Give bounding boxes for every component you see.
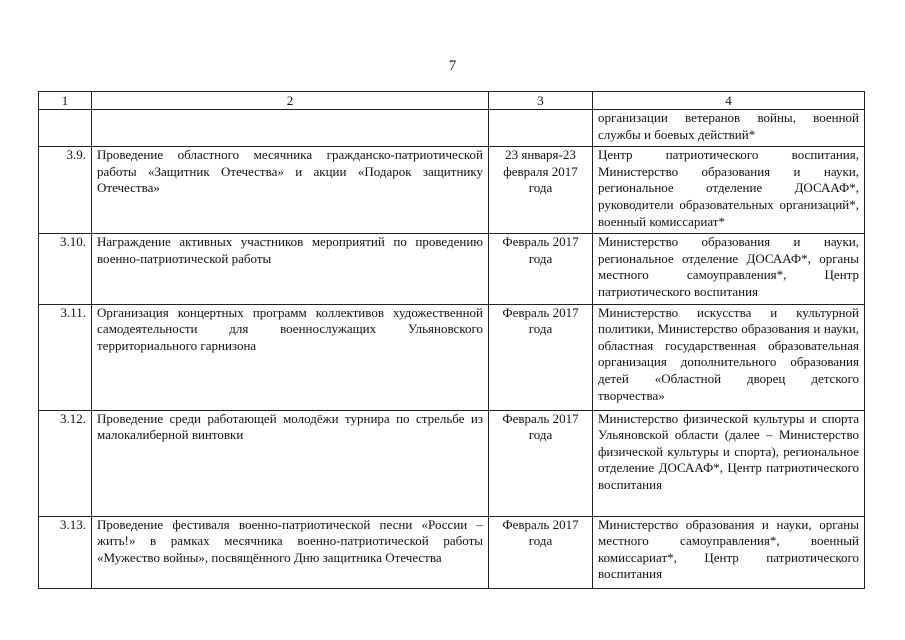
cell-num: 3.9.: [39, 147, 92, 234]
cell-date: Февраль 2017 года: [489, 304, 593, 410]
page-number: 7: [448, 58, 457, 74]
cell-date: [489, 110, 593, 147]
column-header-1: 1: [39, 92, 92, 110]
table-row: [39, 147, 865, 234]
cell-event: Награждение активных участников мероприятий по проведению военно-патриотической работы: [92, 234, 489, 304]
header-row: [39, 92, 865, 110]
column-header-4: 4: [593, 92, 865, 110]
cell-date: Февраль 2017 года: [489, 234, 593, 304]
cell-date: Февраль 2017 года: [489, 516, 593, 588]
cell-date: 23 января-23 февраля 2017 года: [489, 147, 593, 234]
cell-responsible: Министерство образования и науки, региональное отделение ДОСААФ*, органы местного самоуправления*, Центр патриотического воспитания: [593, 234, 865, 304]
table-row: [39, 516, 865, 588]
cell-responsible: Министерство физической культуры и спорта Ульяновской области (далее – Министерство физической культуры и спорта), региональное отделение ДОСААФ*, Центр патриотического воспитания: [593, 410, 865, 516]
cell-num: 3.13.: [39, 516, 92, 588]
cell-num: 3.10.: [39, 234, 92, 304]
column-header-2: 2: [92, 92, 489, 110]
events-table: [38, 91, 865, 589]
cell-num: 3.12.: [39, 410, 92, 516]
continuation-row: [39, 110, 865, 147]
cell-responsible: Центр патриотического воспитания, Министерство образования и науки, региональное отделение ДОСААФ*, руководители образовательных организаций*, военный комиссариат*: [593, 147, 865, 234]
cell-num: 3.11.: [39, 304, 92, 410]
cell-event: Проведение областного месячника гражданско-патриотической работы «Защитник Отечества» и акции «Подарок защитнику Отечества»: [92, 147, 489, 234]
cell-responsible: Министерство образования и науки, органы местного самоуправления*, военный комиссариат*, Центр патриотического воспитания: [593, 516, 865, 588]
table-row: [39, 234, 865, 304]
cell-date: Февраль 2017 года: [489, 410, 593, 516]
column-header-3: 3: [489, 92, 593, 110]
table-row: [39, 410, 865, 516]
cell-event: Проведение фестиваля военно-патриотической песни «России – жить!» в рамках месячника военно-патриотической работы «Мужество войны», посвящённого Дню защитника Отечества: [92, 516, 489, 588]
cell-num: [39, 110, 92, 147]
table-row: [39, 304, 865, 410]
cell-event: [92, 110, 489, 147]
cell-event: Организация концертных программ коллективов художественной самодеятельности для военнослужащих Ульяновского территориального гарнизона: [92, 304, 489, 410]
cell-event: Проведение среди работающей молодёжи турнира по стрельбе из малокалиберной винтовки: [92, 410, 489, 516]
cell-responsible: организации ветеранов войны, военной службы и боевых действий*: [593, 110, 865, 147]
cell-responsible: Министерство искусства и культурной политики, Министерство образования и науки, областная государственная образовательная организация дополнительного образования детей «Областной дворец детского творчества»: [593, 304, 865, 410]
